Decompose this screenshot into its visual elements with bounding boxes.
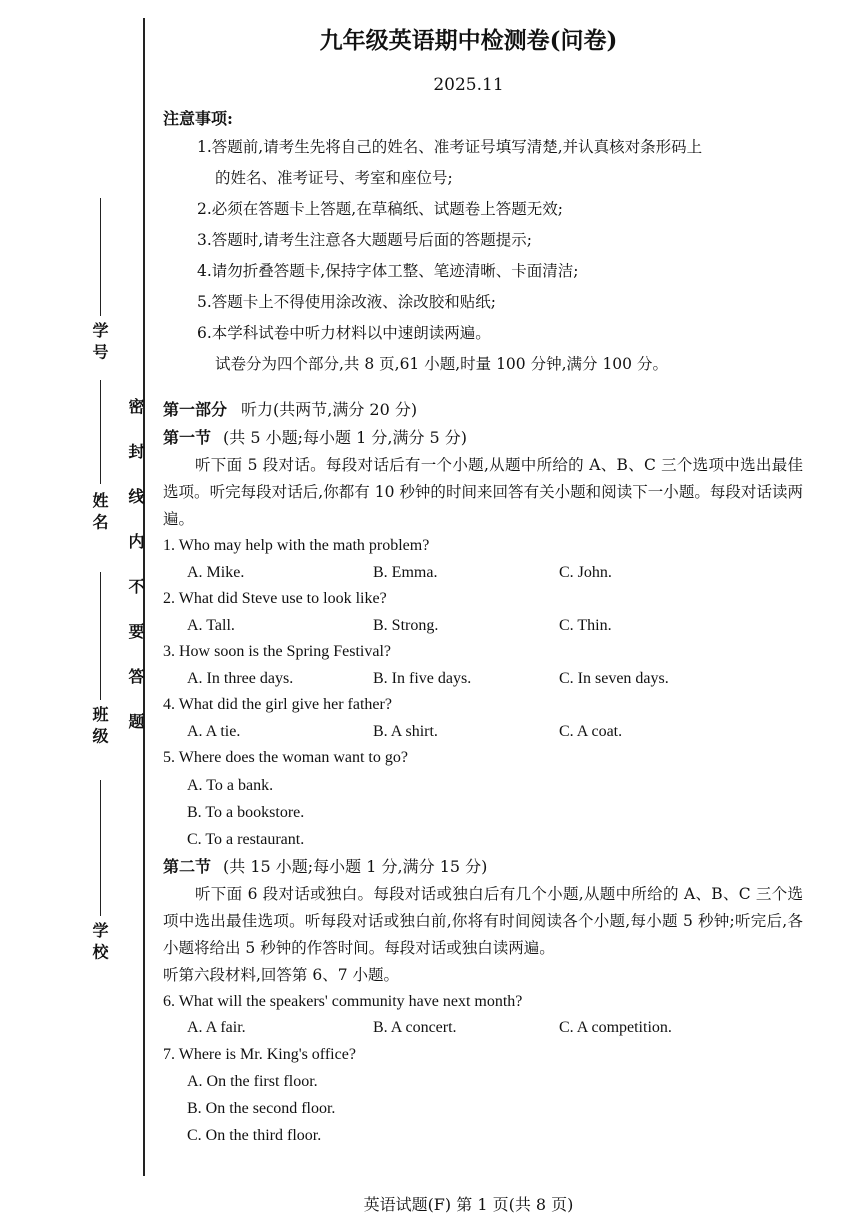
part1-heading [163, 396, 803, 424]
option: B. Emma. [373, 563, 438, 581]
notes-summary: 试卷分为四个部分,共 8 页,61 小题,时量 100 分钟,满分 100 分。 [215, 355, 668, 373]
school-label: 学 校 [90, 922, 109, 960]
exam-content [163, 106, 803, 1149]
note-item: 1.答题前,请考生先将自己的姓名、准考证号填写清楚,并认真核对条形码上 [197, 138, 703, 156]
question-options [163, 666, 803, 693]
option: A. A fair. [187, 1019, 246, 1036]
option: A. In three days. [187, 669, 294, 687]
seal-line-warning: 密封线内不要答题 [126, 398, 145, 758]
school-blank[interactable] [100, 780, 101, 916]
question-stem: 6. What will the speakers' community have next month? [163, 992, 523, 1010]
option: A. On the first floor. [187, 1073, 318, 1090]
note-item: 2.必须在答题卡上答题,在草稿纸、试题卷上答题无效; [197, 200, 563, 218]
note-item: 5.答题卡上不得使用涂改液、涂改胶和贴纸; [197, 293, 497, 311]
note-item-continuation: 的姓名、准考证号、考室和座位号; [215, 169, 453, 187]
material-note: 听第六段材料,回答第 6、7 小题。 [163, 965, 400, 984]
section1-heading [163, 424, 803, 452]
option: A. A tie. [187, 722, 241, 740]
option: C. In seven days. [559, 669, 669, 687]
notes-heading: 注意事项: [163, 109, 233, 128]
option: B. To a bookstore. [187, 803, 305, 821]
name-label: 姓 名 [90, 492, 109, 530]
part1-subtitle: 听力(共两节,满分 20 分) [241, 400, 418, 419]
note-item: 4.请勿折叠答题卡,保持字体工整、笔迹清晰、卡面清洁; [197, 262, 579, 280]
option: B. Strong. [373, 616, 439, 634]
class-label: 班 级 [90, 706, 109, 744]
option: C. Thin. [559, 616, 612, 634]
question-stem: 4. What did the girl give her father? [163, 696, 392, 713]
section2-subtitle: (共 15 小题;每小题 1 分,满分 15 分) [223, 856, 488, 876]
name-blank[interactable] [100, 380, 101, 484]
question-options [163, 1015, 803, 1042]
question-options [163, 719, 803, 746]
class-blank[interactable] [100, 572, 101, 700]
section2-title: 第二节 [163, 856, 212, 876]
section1-instructions: 听下面 5 段对话。每段对话后有一个小题,从题中所给的 A、B、C 三个选项中选出最佳选项。听完每段对话后,你都有 10 秒钟的时间来回答有关小题和阅读下一小题。每段对话读两遍。 [163, 456, 803, 528]
student-number-label: 学 号 [90, 322, 109, 360]
exam-date: 2025.11 [433, 75, 504, 95]
question-stem: 7. Where is Mr. King's office? [163, 1045, 356, 1063]
section1-subtitle: (共 5 小题;每小题 1 分,满分 5 分) [223, 428, 468, 447]
question-options [163, 613, 803, 640]
option: A. Mike. [187, 563, 245, 581]
question-stem: 5. Where does the woman want to go? [163, 749, 408, 766]
question-options [163, 560, 803, 587]
section2-heading [163, 853, 803, 881]
part1-title: 第一部分 [163, 400, 228, 419]
question-stem: 3. How soon is the Spring Festival? [163, 643, 391, 660]
note-item: 3.答题时,请考生注意各大题题号后面的答题提示; [197, 231, 532, 249]
student-number-blank[interactable] [100, 198, 101, 316]
section1-title: 第一节 [163, 428, 212, 447]
question-stem: 1. Who may help with the math problem? [163, 537, 430, 554]
option: B. In five days. [373, 669, 472, 687]
section2-instructions: 听下面 6 段对话或独白。每段对话或独白后有几个小题,从题中所给的 A、B、C 三个选项中选出最佳选项。听每段对话或独白前,你将有时间阅读各个小题,每小题 5 秒钟;听完后,各小题将给出 5 秒钟的作答时间。每段对话或独白读两遍。 [163, 884, 803, 957]
option: C. A competition. [559, 1019, 672, 1036]
option: C. John. [559, 563, 612, 581]
option: B. A concert. [373, 1019, 457, 1036]
option: C. To a restaurant. [187, 830, 305, 848]
question-stem: 2. What did Steve use to look like? [163, 590, 387, 607]
option: C. On the third floor. [187, 1127, 322, 1144]
page-footer: 英语试题(F) 第 1 页(共 8 页) [363, 1195, 574, 1214]
option: A. Tall. [187, 616, 235, 634]
exam-title: 九年级英语期中检测卷(问卷) [319, 27, 618, 54]
option: A. To a bank. [187, 776, 274, 794]
option: B. A shirt. [373, 722, 438, 740]
option: C. A coat. [559, 722, 623, 740]
note-item: 6.本学科试卷中听力材料以中速朗读两遍。 [197, 324, 491, 342]
option: B. On the second floor. [187, 1100, 336, 1117]
